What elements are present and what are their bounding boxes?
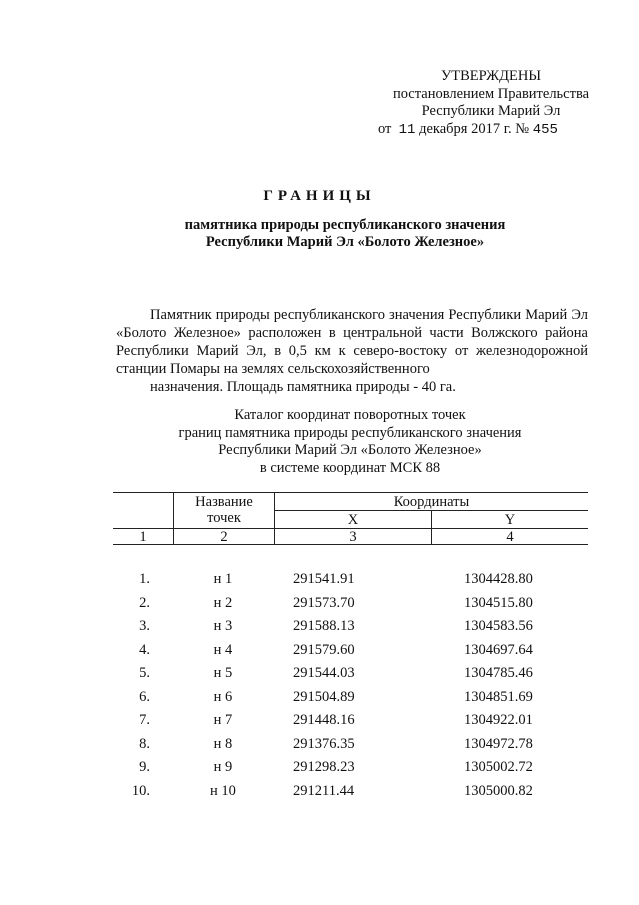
row-y: 1304697.64 [464, 641, 533, 658]
row-number: 6. [139, 688, 150, 705]
table-row [113, 782, 588, 806]
header-colnum-3: 3 [349, 529, 357, 545]
table-row [113, 594, 588, 618]
description-main: Памятник природы республиканского значения Республики Марий Эл «Болото Железное» расположен в центральной части Волжского района Республики Марий Эл, в 0,5 км к северо-востоку от железнодорожной станции Помары на землях сельскохозяйственного [116, 307, 588, 377]
row-number: 8. [139, 735, 150, 752]
row-x: 291448.16 [293, 712, 355, 728]
header-x: X [347, 512, 359, 528]
approval-date-number: 455 [532, 121, 558, 138]
approval-date-line [376, 121, 606, 140]
row-point-name: н 5 [213, 665, 233, 681]
table-row [113, 664, 588, 688]
subtitle-line-1: памятника природы республиканского значения [184, 217, 506, 233]
table-row [113, 641, 588, 665]
table-row [113, 758, 588, 782]
caption-line-3: Республики Марий Эл «Болото Железное» [218, 442, 482, 458]
row-number: 5. [139, 665, 150, 681]
row-x: 291544.03 [293, 665, 355, 681]
row-x: 291298.23 [293, 759, 355, 775]
row-x: 291588.13 [293, 618, 355, 634]
table-row [113, 688, 588, 712]
caption-line-2: границ памятника природы республиканского значения [178, 424, 522, 441]
row-point-name: н 10 [210, 782, 236, 799]
approval-date-day: 11 [398, 121, 416, 138]
header-y: Y [504, 512, 516, 528]
header-name [174, 494, 274, 526]
row-number: 2. [139, 594, 150, 611]
caption-line-4: в системе координат МСК 88 [259, 459, 441, 476]
catalog-caption [110, 407, 590, 477]
row-x: 291573.70 [293, 594, 355, 611]
caption-line-1: Каталог координат поворотных точек [234, 407, 466, 423]
row-point-name: н 7 [213, 712, 233, 728]
row-y: 1304851.69 [464, 688, 533, 705]
coordinates-table-header [113, 492, 588, 552]
description-last-line: назначения. Площадь памятника природы - 40 га. [150, 379, 456, 395]
row-point-name: н 2 [213, 594, 233, 611]
row-y: 1304972.78 [464, 735, 533, 752]
subtitle-line-2: Республики Марий Эл «Болото Железное» [205, 234, 485, 250]
header-top-rule [113, 492, 588, 493]
approval-republic: Республики Марий Эл [421, 103, 561, 119]
row-number: 4. [139, 641, 150, 658]
coordinates-table-body [113, 570, 588, 805]
row-point-name: н 8 [213, 735, 233, 752]
header-colnum-1: 1 [139, 529, 147, 545]
approval-decree: постановлением Правительства [392, 85, 590, 102]
header-coordinates: Координаты [393, 494, 470, 510]
row-number: 1. [139, 571, 150, 587]
table-row [113, 711, 588, 735]
document-subtitle [110, 217, 580, 251]
row-y: 1304515.80 [464, 594, 533, 611]
row-number: 9. [139, 759, 150, 775]
row-y: 1304583.56 [464, 618, 533, 634]
row-number: 3. [139, 618, 150, 634]
row-point-name: н 4 [213, 641, 233, 658]
approval-block [376, 68, 606, 139]
header-name-line-1: Название [195, 494, 253, 510]
header-colnum-2: 2 [220, 529, 228, 545]
table-row [113, 735, 588, 759]
table-row [113, 617, 588, 641]
approval-date-prefix: от [378, 120, 392, 137]
table-row [113, 570, 588, 594]
header-colnum-4: 4 [506, 529, 514, 545]
document-title: ГРАНИЦЫ [263, 188, 376, 204]
description-paragraph [116, 306, 588, 396]
row-point-name: н 6 [213, 688, 233, 705]
row-y: 1305002.72 [464, 759, 533, 775]
row-x: 291376.35 [293, 735, 355, 752]
row-y: 1305000.82 [464, 782, 533, 799]
approval-heading: УТВЕРЖДЕНЫ [440, 68, 542, 84]
row-x: 291211.44 [293, 782, 355, 799]
row-point-name: н 3 [213, 618, 233, 634]
row-point-name: н 9 [213, 759, 233, 775]
row-y: 1304922.01 [464, 712, 533, 728]
row-number: 7. [139, 712, 150, 728]
row-number: 10. [131, 782, 150, 799]
row-y: 1304428.80 [464, 571, 533, 587]
row-x: 291541.91 [293, 571, 355, 587]
approval-date-month-year: декабря 2017 г. № [419, 120, 530, 137]
row-point-name: н 1 [213, 571, 233, 587]
row-y: 1304785.46 [464, 665, 533, 681]
row-x: 291504.89 [293, 688, 355, 705]
row-x: 291579.60 [293, 641, 355, 658]
header-name-line-2: точек [207, 510, 241, 526]
